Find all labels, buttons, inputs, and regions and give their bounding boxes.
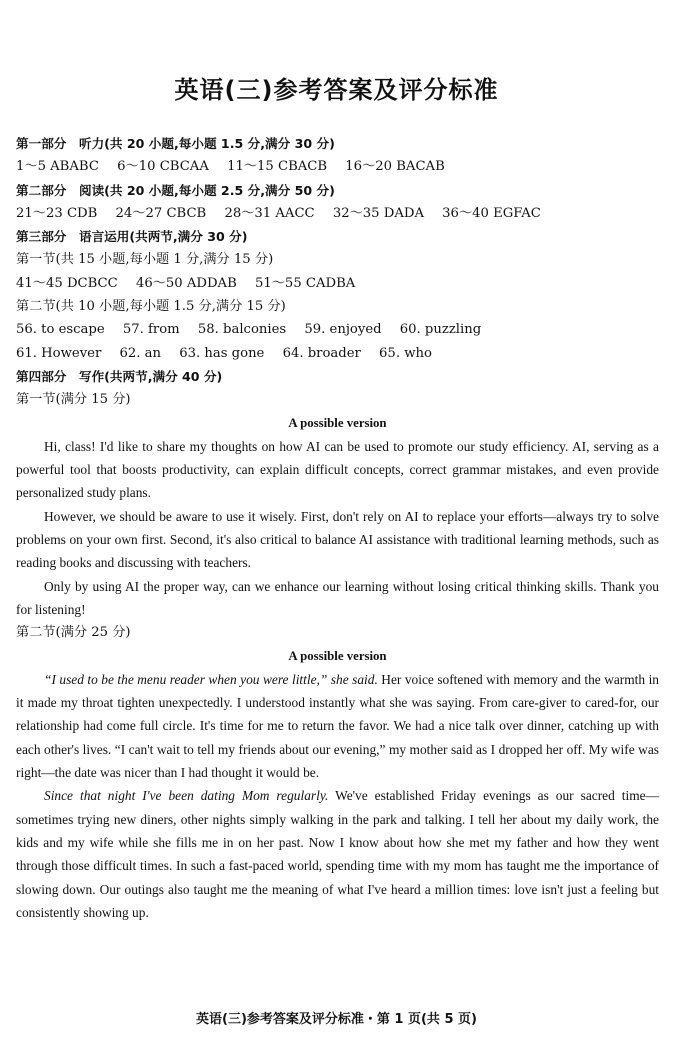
document-body xyxy=(16,132,659,924)
part3-heading: 第三部分 语言运用(共两节,满分 30 分) xyxy=(16,229,248,245)
part4-heading: 第四部分 写作(共两节,满分 40 分) xyxy=(16,368,223,384)
part4-section2-heading: 第二节(满分 25 分) xyxy=(16,625,131,641)
page-title: 英语(三)参考答案及评分标准 xyxy=(174,76,499,104)
answer-item: 64. broader xyxy=(282,345,361,361)
part3-section1-answers xyxy=(16,272,659,295)
part3-section2-heading: 第二节(共 10 小题,每小题 1.5 分,满分 15 分) xyxy=(16,299,286,315)
answer-group: 11～15 CBACB xyxy=(227,159,328,175)
answer-group: 36～40 EGFAC xyxy=(442,205,541,221)
part3-section2-answers-row1 xyxy=(16,318,659,341)
answer-group: 1～5 ABABC xyxy=(16,159,99,175)
answer-item: 62. an xyxy=(119,345,161,361)
answer-item: 60. puzzling xyxy=(399,322,482,338)
answer-group: 28～31 AACC xyxy=(224,205,315,221)
paragraph-text: We've established Friday evenings as our sacred time—sometimes trying new diners, other nights simply walking in the park and talking. I tell her about my daily work, the kids and my wife while she fills me in on her past. Now I know about how she met my father and how they went through those difficult times. In such a fast-paced world, spending time with my mom has taught me the importance of slowing down. Our outings also taught me the meaning of what I've heard a million times: love isn't just a feeling but consistently showing up. xyxy=(16,788,659,920)
answer-item: 58. balconies xyxy=(197,322,287,338)
part1-heading: 第一部分 听力(共 20 小题,每小题 1.5 分,满分 30 分) xyxy=(16,136,335,151)
given-opening-sentence: “I used to be the menu reader when you were little,” she said. xyxy=(44,671,378,687)
answer-item: 57. from xyxy=(122,322,180,338)
answer-item: 61. However xyxy=(16,345,102,361)
continuation-paragraph xyxy=(16,784,659,924)
part3-section2-answers-row2 xyxy=(16,342,659,365)
answer-item: 65. who xyxy=(379,345,432,361)
part4-section1-heading: 第一节(满分 15 分) xyxy=(16,392,131,408)
given-opening-sentence: Since that night I've been dating Mom regularly. xyxy=(44,788,329,804)
answer-group: 41～45 DCBCC xyxy=(16,275,118,291)
answer-item: 56. to escape xyxy=(16,322,105,338)
answer-group: 51～55 CADBA xyxy=(254,275,356,291)
continuation-paragraph xyxy=(16,668,659,784)
answer-group: 32～35 DADA xyxy=(332,205,424,221)
part2-answers xyxy=(16,202,659,225)
page-footer: 英语(三)参考答案及评分标准・第 1 页(共 5 页) xyxy=(196,1012,477,1027)
answer-group: 6～10 CBCAA xyxy=(117,159,209,175)
paragraph-text: Her voice softened with memory and the warmth in it made my throat tighten unexpectedly. I understood instantly what she was saying. From care-giver to cared-for, our relationship had come full circle. It's time for me to return the favor. We had a nice talk over dinner, catching up with each other's lives. “I can't wait to tell my friends about our evening,” my mother said as I dropped her off. My wife was right—the date was nicer than I had thought it would be. xyxy=(16,671,659,781)
answer-item: 59. enjoyed xyxy=(304,322,382,338)
essay-paragraph: Only by using AI the proper way, can we enhance our learning without losing critical thinking skills. Thank you for listening! xyxy=(16,578,659,617)
part2-heading: 第二部分 阅读(共 20 小题,每小题 2.5 分,满分 50 分) xyxy=(16,182,335,198)
answer-group: 24～27 CBCB xyxy=(115,205,207,221)
essay-paragraph: However, we should be aware to use it wisely. First, don't rely on AI to replace your efforts—always try to solve problems on your own first. Second, it's also critical to balance AI assistance with traditional learning methods, such as reading books and discussing with teachers. xyxy=(16,508,659,571)
answer-group: 16～20 BACAB xyxy=(345,159,445,175)
part3-section1-heading: 第一节(共 15 小题,每小题 1 分,满分 15 分) xyxy=(16,252,274,268)
essay-paragraph: Hi, class! I'd like to share my thoughts on how AI can be used to promote our study efficiency. AI, serving as a powerful tool that boosts productivity, can explain difficult concepts, correct grammar mistakes, and even provide personalized study plans. xyxy=(16,438,659,501)
answer-group: 46～50 ADDAB xyxy=(135,275,237,291)
part1-answers xyxy=(16,155,659,178)
answer-item: 63. has gone xyxy=(179,345,265,361)
version-title: A possible version xyxy=(288,648,387,663)
answer-group: 21～23 CDB xyxy=(16,205,98,221)
version-title: A possible version xyxy=(288,415,387,430)
